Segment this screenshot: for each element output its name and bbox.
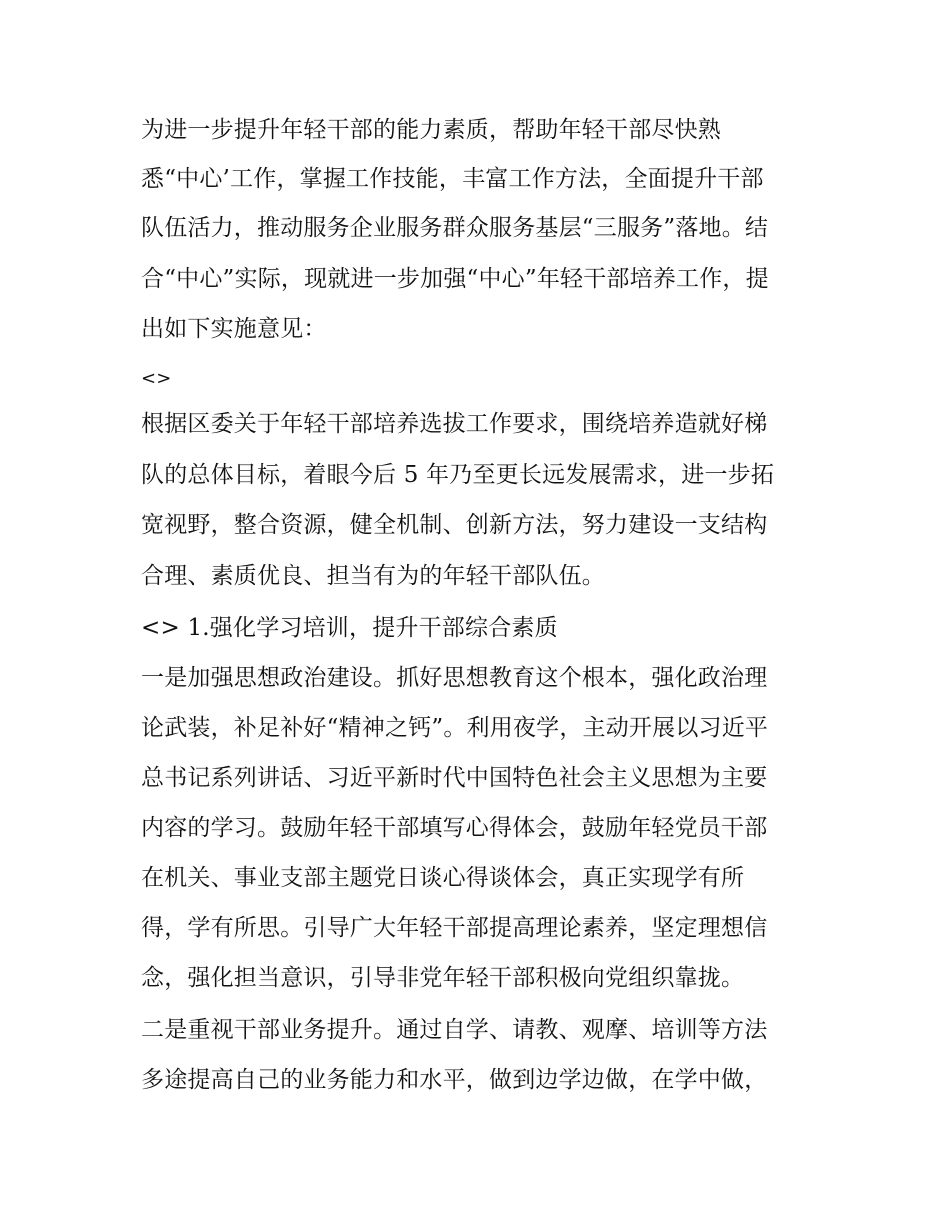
paragraph-line: 队伍活力，推动服务企业服务群众服务基层“三服务”落地。结 [141,215,769,241]
paragraph-line: 合“中心”实际，现就进一步加强“中心”年轻干部培养工作，提 [141,266,769,292]
paragraph-line: 一是加强思想政治建设。抓好思想教育这个根本，强化政治理 [141,665,768,691]
paragraph-line: 总书记系列讲话、习近平新时代中国特色社会主义思想为主要 [141,765,768,791]
paragraph-line: 队的总体目标，着眼今后 5 年乃至更长远发展需求，进一步拓 [141,462,775,488]
paragraph-line: 为进一步提升年轻干部的能力素质，帮助年轻干部尽快熟 [141,117,721,143]
paragraph-line: 念，强化担当意识，引导非党年轻干部积极向党组织靠拢。 [141,965,745,991]
paragraph-line: 根据区委关于年轻干部培养选拔工作要求，围绕培养造就好梯 [141,411,768,437]
paragraph-line: 悉“中心’工作，掌握工作技能，丰富工作方法，全面提升干部 [141,166,764,192]
paragraph-line: 合理、素质优良、担当有为的年轻干部队伍。 [141,563,605,589]
section-marker: <> [141,368,172,389]
paragraph-line: 宽视野，整合资源，健全机制、创新方法，努力建设一支结构 [141,512,768,538]
paragraph-line: 二是重视干部业务提升。通过自学、请教、观摩、培训等方法 [141,1017,768,1043]
paragraph-line: 得，学有所思。引导广大年轻干部提高理论素养，坚定理想信 [141,915,768,941]
paragraph-line: 在机关、事业支部主题党日谈心得谈体会，真正实现学有所 [141,865,745,891]
paragraph-line: 出如下实施意见： [141,316,327,342]
section-heading: <> 1.强化学习培训，提升干部综合素质 [141,615,558,641]
paragraph-line: 论武装，补足补好“精神之钙”。利用夜学，主动开展以习近平 [141,715,769,741]
paragraph-line: 多途提高自己的业务能力和水平，做到边学边做，在学中做， [141,1067,768,1093]
paragraph-line: 内容的学习。鼓励年轻干部填写心得体会，鼓励年轻党员干部 [141,815,768,841]
